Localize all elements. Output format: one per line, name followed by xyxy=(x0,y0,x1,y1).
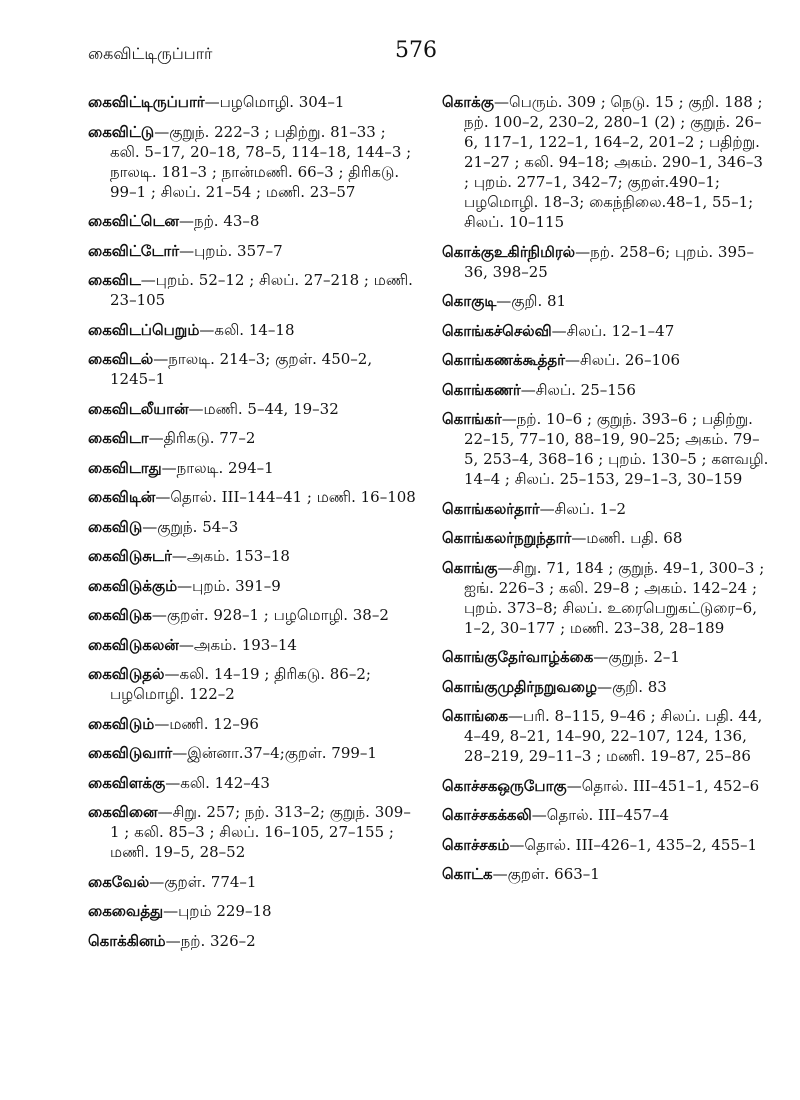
entry-references: —பழமொழி. 304–1 xyxy=(204,93,345,111)
entry-references: —நற். 326–2 xyxy=(165,931,256,950)
entry-headword: கைவிடு xyxy=(88,517,143,536)
entry-references: —திரிகடு. 77–2 xyxy=(148,429,256,447)
entry-references: —குறுந். 54–3 xyxy=(142,517,239,536)
entry-headword: கொங்கணக்கூத்தர் xyxy=(442,351,565,369)
index-entry xyxy=(88,872,418,892)
entry-references: —குறுந். 222–3 ; பதிற்று. 81–33 ; கலி. 5–17, 20–18, 78–5, 114–18, 144–3 ; நாலடி. 181–3 ; நான்மணி. 66–3 ; திரிகடு. 99–1 ; சிலப். 21–54 ; மணி. 23–57 xyxy=(110,122,412,201)
index-entry xyxy=(88,458,418,478)
left-column xyxy=(88,92,418,960)
index-entry xyxy=(88,241,418,261)
page-number: 576 xyxy=(395,38,437,63)
entry-headword: கைவிடின் xyxy=(88,488,156,506)
entry-headword: கைவிடுகலன் xyxy=(88,635,179,654)
index-entry xyxy=(88,211,418,231)
index-entry xyxy=(442,291,772,311)
entry-references: —கலி. 142–43 xyxy=(165,773,270,792)
entry-references: —நாலடி. 294–1 xyxy=(161,458,274,477)
index-entry xyxy=(442,242,772,282)
index-entry xyxy=(88,664,418,704)
right-column xyxy=(442,92,772,894)
entry-headword: கொங்குதேர்வாழ்க்கை xyxy=(442,648,594,666)
entry-references: —குறள். 774–1 xyxy=(149,872,257,891)
entry-references: —புறம். 357–7 xyxy=(179,241,283,260)
index-entry xyxy=(442,380,772,400)
entry-headword: கைவிடும் xyxy=(88,714,155,733)
index-entry xyxy=(88,546,418,566)
index-entry xyxy=(442,499,772,519)
entry-headword: கைவினை xyxy=(88,803,158,821)
entry-headword: கொங்கணர் xyxy=(442,380,521,399)
entry-references: —நற். 10–6 ; குறுந். 393–6 ; பதிற்று. 22–15, 77–10, 88–19, 90–25; அகம். 79–5, 253–4, 368–16 ; புறம். 130–5 ; களவழி. 14–4 ; சிலப். 25–153, 29–1–3, 30–159 xyxy=(464,410,769,488)
index-entry xyxy=(88,931,418,951)
entry-references: —பரி. 8–115, 9–46 ; சிலப். பதி. 44, 4–49, 8–21, 14–90, 22–107, 124, 136, 28–219, 29–11–3 ; மணி. 19–87, 25–86 xyxy=(464,707,763,765)
entry-headword: கொகுடி xyxy=(442,292,497,310)
entry-references: —சிலப். 12–1–47 xyxy=(551,321,675,340)
entry-headword: கொக்கு xyxy=(442,93,494,111)
index-entry xyxy=(442,92,772,232)
entry-headword: கைவிடப்பெறும் xyxy=(88,320,200,339)
entry-references: —இன்னா.37–4;குறள். 799–1 xyxy=(172,744,377,762)
index-entry xyxy=(442,350,772,370)
entry-references: —குறள். 928–1 ; பழமொழி. 38–2 xyxy=(151,606,389,624)
index-entry xyxy=(88,773,418,793)
index-entry xyxy=(442,677,772,697)
index-entry xyxy=(88,714,418,734)
entry-references: —தொல். III–144–41 ; மணி. 16–108 xyxy=(155,488,416,506)
index-entry xyxy=(88,802,418,862)
entry-references: —மணி. 12–96 xyxy=(154,714,259,733)
page-header xyxy=(88,38,760,74)
entry-references: —குறள். 663–1 xyxy=(492,865,600,883)
index-entry xyxy=(88,428,418,448)
entry-headword: கொச்சகக்கலி xyxy=(442,806,532,824)
entry-headword: கைவிடாது xyxy=(88,458,162,477)
entry-headword: கைவைத்து xyxy=(88,902,164,920)
entry-references: —மணி. பதி. 68 xyxy=(571,529,683,547)
entry-references: —கலி. 14–18 xyxy=(199,320,295,339)
entry-headword: கொங்கலர்தார் xyxy=(442,499,540,518)
entry-headword: கொக்கினம் xyxy=(88,931,166,950)
index-entry xyxy=(88,270,418,310)
index-entry xyxy=(88,635,418,655)
entry-headword: கைவிடலீயான் xyxy=(88,399,189,418)
entry-headword: கைவிடுதல் xyxy=(88,665,165,683)
entry-headword: கொங்கு xyxy=(442,558,498,577)
entry-headword: கொங்கர் xyxy=(442,410,502,428)
entry-headword: கைவேல் xyxy=(88,872,150,891)
entry-references: —குறி. 81 xyxy=(496,292,567,310)
entry-headword: கைவிடுக xyxy=(88,606,152,624)
index-entry xyxy=(88,901,418,921)
entry-headword: கொங்கை xyxy=(442,707,509,725)
entry-headword: கைவிட்டோர் xyxy=(88,241,180,260)
entry-references: —புறம். 52–12 ; சிலப். 27–218 ; மணி. 23–105 xyxy=(110,271,413,309)
index-entry xyxy=(442,558,772,638)
index-entry xyxy=(88,92,418,112)
entry-references: —சிலப். 26–106 xyxy=(564,351,681,369)
entry-references: —நற். 258–6; புறம். 395–36, 398–25 xyxy=(464,242,755,281)
index-entry xyxy=(88,605,418,625)
entry-headword: கொங்கலர்நறுந்தார் xyxy=(442,529,572,547)
entry-references: —நாலடி. 214–3; குறள். 450–2, 1245–1 xyxy=(110,350,373,388)
index-entry xyxy=(88,122,418,202)
entry-references: —குறி. 83 xyxy=(597,677,667,696)
index-entry xyxy=(442,776,772,796)
index-entry xyxy=(88,743,418,763)
entry-headword: கொக்குஉகிர்நிமிரல் xyxy=(442,242,576,261)
entry-headword: கைவிடா xyxy=(88,429,149,447)
entry-headword: கைவிட்டு xyxy=(88,122,155,141)
index-entry xyxy=(442,528,772,548)
entry-headword: கொச்சகஒருபோகு xyxy=(442,776,567,795)
entry-headword: கொட்க xyxy=(442,865,493,883)
index-entry xyxy=(88,349,418,389)
index-entry xyxy=(442,647,772,667)
entry-references: —கலி. 14–19 ; திரிகடு. 86–2; பழமொழி. 122–2 xyxy=(110,665,371,703)
entry-references: —தொல். III–451–1, 452–6 xyxy=(566,776,760,795)
entry-headword: கொச்சகம் xyxy=(442,835,510,854)
index-entry xyxy=(442,864,772,884)
entry-headword: கைவிட்டென xyxy=(88,212,179,230)
entry-references: —அகம். 193–14 xyxy=(178,635,297,654)
entry-headword: கைவிடுக்கும் xyxy=(88,576,178,595)
entry-headword: கைவிடல் xyxy=(88,350,154,368)
index-entry xyxy=(442,706,772,766)
entry-references: —தொல். III–426–1, 435–2, 455–1 xyxy=(509,835,758,854)
entry-references: —அகம். 153–18 xyxy=(171,547,290,565)
entry-references: —பெரும். 309 ; நெடு. 15 ; குறி. 188 ; நற். 100–2, 230–2, 280–1 (2) ; குறுந். 26–6, 117–1, 122–1, 164–2, 201–2 ; பதிற்று. 21–27 ; கலி. 94–18; அகம். 290–1, 346–3 ; புறம். 277–1, 342–7; குறள்.490–1; பழமொழி. 18–3; கைந்நிலை.48–1, 55–1; சிலப். 10–115 xyxy=(464,93,763,231)
entry-references: —சிலப். 25–156 xyxy=(520,380,636,399)
entry-headword: கொங்கச்செல்வி xyxy=(442,321,552,340)
running-head: கைவிட்டிருப்பார் xyxy=(88,44,213,63)
entry-headword: கொங்குமுதிர்நறுவழை xyxy=(442,677,598,696)
index-entry xyxy=(442,835,772,855)
entry-references: —மணி. 5–44, 19–32 xyxy=(188,399,339,418)
entry-references: —சிலப். 1–2 xyxy=(539,499,627,518)
index-entry xyxy=(442,805,772,825)
index-entry xyxy=(88,576,418,596)
index-entry xyxy=(442,409,772,489)
entry-headword: கைவிட xyxy=(88,271,141,289)
entry-references: —நற். 43–8 xyxy=(178,212,260,230)
entry-headword: கைவிளக்கு xyxy=(88,773,166,792)
entry-references: —சிறு. 71, 184 ; குறுந். 49–1, 300–3 ; ஐங். 226–3 ; கலி. 29–8 ; அகம். 142–24 ; புறம். 373–8; சிலப். உரைபெறுகட்டுரை–6, 1–2, 30–177 ; மணி. 23–38, 28–189 xyxy=(464,558,765,637)
entry-references: —சிறு. 257; நற். 313–2; குறுந். 309–1 ; கலி. 85–3 ; சிலப். 16–105, 27–155 ; மணி. 19–5, 28–52 xyxy=(110,803,411,861)
entry-headword: கைவிடுவார் xyxy=(88,744,173,762)
index-entry xyxy=(442,321,772,341)
entry-references: —புறம். 391–9 xyxy=(177,576,281,595)
entry-references: —தொல். III–457–4 xyxy=(531,806,670,824)
index-entry xyxy=(88,320,418,340)
index-entry xyxy=(88,399,418,419)
index-entry xyxy=(88,517,418,537)
index-entry xyxy=(88,487,418,507)
entry-references: —குறுந். 2–1 xyxy=(593,648,680,666)
entry-headword: கைவிடுசுடர் xyxy=(88,547,172,565)
entry-references: —புறம் 229–18 xyxy=(163,902,272,920)
entry-headword: கைவிட்டிருப்பார் xyxy=(88,93,205,111)
